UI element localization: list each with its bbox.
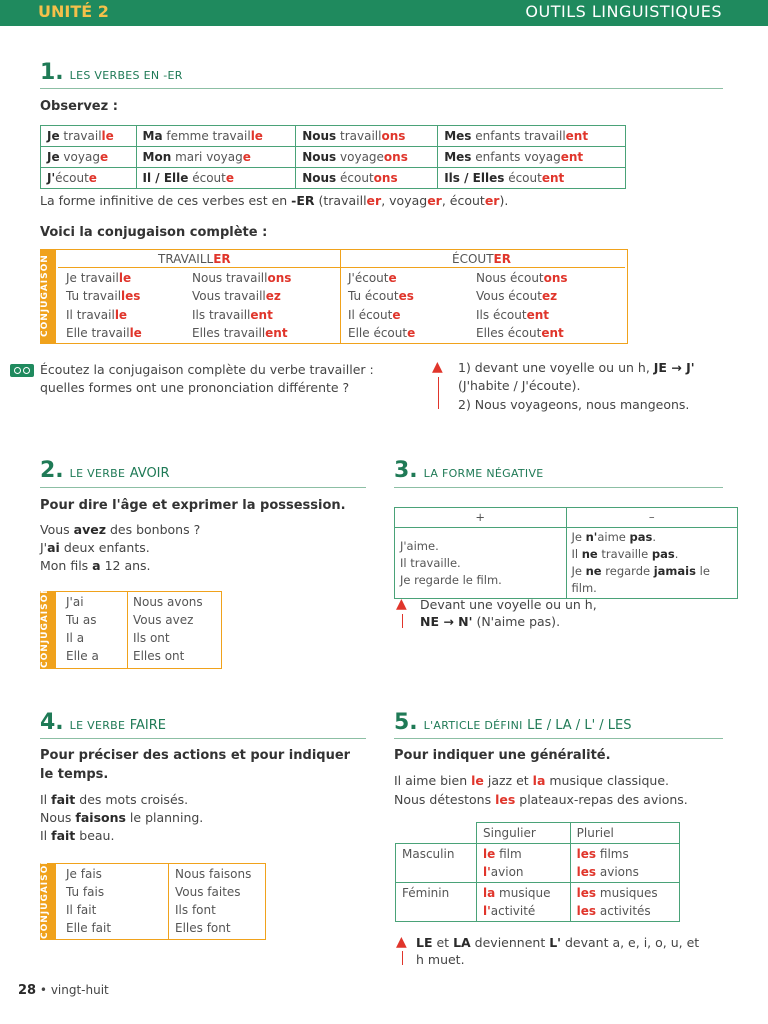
- infinitive-note: La forme infinitive de ces verbes est en -ER (travailler, voyager, écouter).: [40, 193, 509, 208]
- unit-label: UNITÉ 2: [38, 2, 109, 21]
- avoir-divider: [127, 591, 128, 668]
- section-label: OUTILS LINGUISTIQUES: [525, 2, 722, 21]
- observation-cell: Mes enfants travaillent: [438, 126, 626, 147]
- conj-divider: [340, 249, 341, 343]
- conjugation-form: Tu travailles: [66, 289, 141, 304]
- conjugation-form: Je travaille: [66, 271, 132, 285]
- observation-cell: Nous écoutons: [296, 168, 438, 189]
- note-1: 1) devant une voyelle ou un h, JE → J': [458, 360, 695, 375]
- observation-cell: J'écoute: [41, 168, 137, 189]
- section-4-subtitle-2: le temps.: [40, 767, 109, 782]
- conjugation-form: Elles travaillent: [192, 325, 288, 340]
- header-pluriel: Pluriel: [570, 823, 679, 844]
- avoir-singular: J'ai Tu as Il a Elle a: [66, 595, 99, 663]
- section-4-title: 4. LE VERBE FAIRE: [40, 710, 166, 735]
- conjugation-form: Ils écoutent: [476, 307, 549, 322]
- faire-examples: Il fait des mots croisés. Nous faisons le planning. Il fait beau.: [40, 792, 204, 843]
- section-5-subtitle: Pour indiquer une généralité.: [394, 748, 611, 763]
- conjugation-form: Nous travaillons: [192, 271, 292, 285]
- faire-singular: Je fais Tu fais Il fait Elle fait: [66, 867, 112, 935]
- conjugation-form: Elle travaille: [66, 325, 142, 340]
- warning-bar: [438, 377, 439, 409]
- section-2-title: 2. LE VERBE AVOIR: [40, 458, 170, 483]
- conjugation-form: Vous travaillez: [192, 289, 281, 304]
- warning-bar: [402, 951, 403, 965]
- page-footer: 28 • vingt-huit: [18, 983, 109, 998]
- conjugation-form: Tu écoutes: [348, 289, 414, 304]
- note-1-example: (J'habite / J'écoute).: [458, 378, 581, 393]
- conjugation-form: J'écoute: [348, 271, 397, 285]
- warning-bar: [402, 614, 403, 628]
- observation-row: [41, 168, 626, 189]
- avoir-side-label: CONJUGAISON: [40, 591, 56, 668]
- faire-plural: Nous faisons Vous faites Ils font Elles font: [175, 867, 252, 935]
- negation-warning-1: Devant une voyelle ou un h,: [420, 597, 597, 612]
- section-4-subtitle-1: Pour préciser des actions et pour indiquer: [40, 748, 351, 763]
- listening-line-1: Écoutez la conjugaison complète du verbe travailler :: [40, 362, 374, 377]
- note-2: 2) Nous voyageons, nous mangeons.: [458, 397, 690, 412]
- observation-row: [41, 126, 626, 147]
- row-masculin: Masculin: [396, 844, 477, 883]
- observation-cell: Mon mari voyage: [136, 147, 296, 168]
- article-table: Singulier Pluriel Masculin le film l'avion les films les avions Féminin la musique l'activité les musiques les activités: [395, 822, 680, 922]
- section-3-title: 3. LA FORME NÉGATIVE: [394, 458, 544, 483]
- negation-table: + – J'aime. Il travaille. Je regarde le film. Je n'aime pas. Il ne travaille pas. Je ne regarde jamais le film.: [394, 507, 738, 599]
- observation-cell: Je travaille: [41, 126, 137, 147]
- verb-ecouter-header: ÉCOUTER: [452, 252, 511, 266]
- header-singulier: Singulier: [477, 823, 571, 844]
- section-3-rule: [394, 487, 723, 488]
- observation-cell: Il / Elle écoute: [136, 168, 296, 189]
- observation-cell: Ma femme travaille: [136, 126, 296, 147]
- row-feminin: Féminin: [396, 883, 477, 922]
- cassette-icon: [10, 364, 34, 377]
- conjugation-form: Il travaille: [66, 307, 128, 322]
- avoir-plural: Nous avons Vous avez Ils ont Elles ont: [133, 595, 203, 663]
- observe-label: Observez :: [40, 99, 118, 114]
- faire-side-label: CONJUGAISON: [40, 863, 56, 939]
- observation-cell: Ils / Elles écoutent: [438, 168, 626, 189]
- observation-row: [41, 147, 626, 168]
- section-4-rule: [40, 738, 366, 739]
- conjugation-form: Vous écoutez: [476, 289, 558, 304]
- article-example-1: Il aime bien le jazz et la musique classique.: [394, 773, 669, 788]
- conj-header-rule: [58, 267, 625, 268]
- article-warning-2: h muet.: [416, 952, 465, 967]
- observation-cell: Mes enfants voyagent: [438, 147, 626, 168]
- warning-icon: ▲: [432, 359, 443, 375]
- conjugation-form: Ils travaillent: [192, 307, 273, 322]
- faire-divider: [168, 863, 169, 939]
- article-warning-1: LE et LA deviennent L' devant a, e, i, o, u, et: [416, 935, 700, 950]
- warning-icon: ▲: [396, 934, 407, 950]
- observation-cell: Je voyage: [41, 147, 137, 168]
- section-5-title: 5. L'ARTICLE DÉFINI LE / LA / L' / LES: [394, 710, 632, 735]
- section-5-rule: [394, 738, 723, 739]
- section-2-subtitle: Pour dire l'âge et exprimer la possession.: [40, 498, 346, 513]
- observation-cell: Nous voyageons: [296, 147, 438, 168]
- verb-travailler-header: TRAVAILLER: [158, 252, 231, 266]
- section-1-title: 1. LES VERBES EN -ER: [40, 60, 183, 85]
- conjugation-form: Elles écoutent: [476, 325, 564, 340]
- article-example-2: Nous détestons les plateaux-repas des avions.: [394, 792, 688, 807]
- section-1-rule: [40, 88, 723, 89]
- header-bar: [0, 0, 768, 26]
- conjugation-form: Elle écoute: [348, 325, 416, 340]
- section-2-rule: [40, 487, 366, 488]
- observation-table: [40, 125, 626, 189]
- conjugation-side-label: CONJUGAISON: [40, 249, 56, 343]
- warning-icon: ▲: [396, 596, 407, 612]
- avoir-examples: Vous avez des bonbons ? J'ai deux enfants. Mon fils a 12 ans.: [40, 522, 201, 573]
- observation-cell: Nous travaillons: [296, 126, 438, 147]
- conjugation-form: Nous écoutons: [476, 271, 568, 285]
- conjugation-form: Il écoute: [348, 307, 401, 322]
- negation-warning-2: NE → N' (N'aime pas).: [420, 614, 561, 629]
- listening-line-2: quelles formes ont une prononciation différente ?: [40, 380, 350, 395]
- voici-heading: Voici la conjugaison complète :: [40, 225, 268, 240]
